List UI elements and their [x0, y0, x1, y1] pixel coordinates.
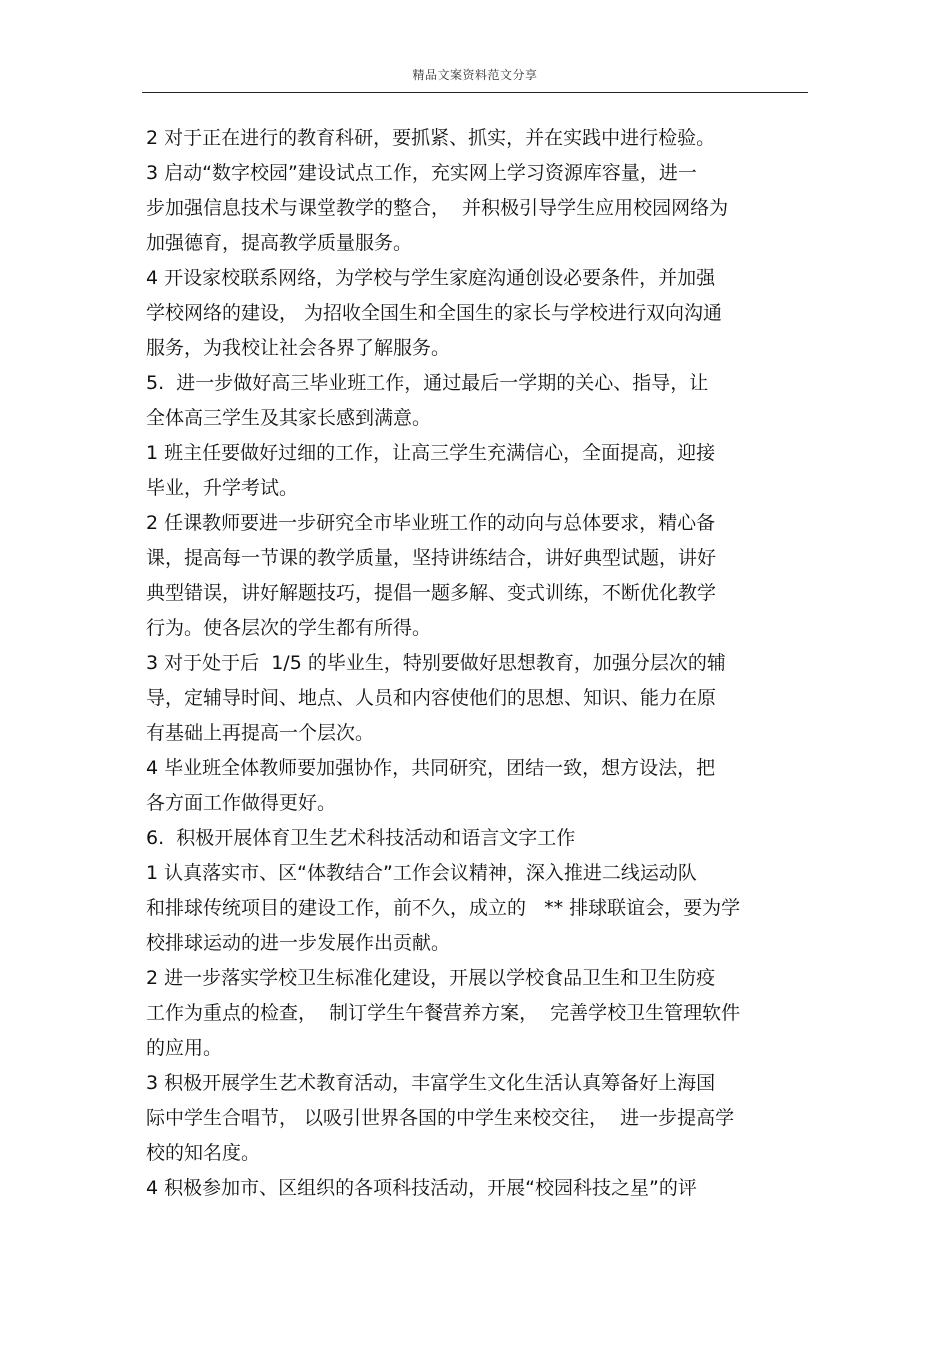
text-line: 的应用。	[146, 1037, 223, 1059]
text-line: 全体高三学生及其家长感到满意。	[146, 407, 432, 429]
text-line: 2 任课教师要进一步研究全市毕业班工作的动向与总体要求，精心备	[146, 512, 716, 534]
text-line: 4 开设家校联系网络，为学校与学生家庭沟通创设必要条件，并加强	[146, 267, 716, 289]
text-line: 1 认真落实市、区“体教结合”工作会议精神，深入推进二线运动队	[146, 862, 697, 884]
text-line: 3 积极开展学生艺术教育活动，丰富学生文化生活认真筹备好上海国	[146, 1072, 716, 1094]
text-line: 校的知名度。	[146, 1142, 261, 1164]
text-line: 1 班主任要做好过细的工作，让高三学生充满信心，全面提高，迎接	[146, 442, 716, 464]
text-line: 课，提高每一节课的教学质量，坚持讲练结合，讲好典型试题，讲好	[146, 547, 717, 569]
text-line: 毕业，升学考试。	[146, 477, 299, 499]
text-line: 4 积极参加市、区组织的各项科技活动，开展“校园科技之星”的评	[146, 1177, 697, 1199]
text-line: 步加强信息技术与课堂教学的整合， 并积极引导学生应用校园网络为	[146, 197, 729, 219]
text-line: 际中学生合唱节， 以吸引世界各国的中学生来校交往， 进一步提高学	[146, 1107, 735, 1129]
text-line: 3 对于处于后 1/5 的毕业生，特别要做好思想教育，加强分层次的辅	[146, 652, 726, 674]
text-line: 有基础上再提高一个层次。	[146, 722, 375, 744]
text-line: 导，定辅导时间、地点、人员和内容使他们的思想、知识、能力在原	[146, 687, 717, 709]
text-line: 典型错误，讲好解题技巧，提倡一题多解、变式训练，不断优化教学	[146, 582, 717, 604]
text-line: 行为。使各层次的学生都有所得。	[146, 617, 432, 639]
text-line: 4 毕业班全体教师要加强协作，共同研究，团结一致，想方设法，把	[146, 757, 716, 779]
document-body	[146, 121, 816, 1206]
text-line: 5. 进一步做好高三毕业班工作，通过最后一学期的关心、指导，让	[146, 372, 709, 394]
header-title: 精品文案资料范文分享	[412, 68, 538, 82]
page-header	[142, 62, 808, 93]
text-line: 加强德育，提高教学质量服务。	[146, 232, 413, 254]
text-line: 2 进一步落实学校卫生标准化建设，开展以学校食品卫生和卫生防疫	[146, 967, 716, 989]
text-line: 服务，为我校让社会各界了解服务。	[146, 337, 451, 359]
text-line: 工作为重点的检查， 制订学生午餐营养方案， 完善学校卫生管理软件	[146, 1002, 741, 1024]
text-line: 3 启动“数字校园”建设试点工作，充实网上学习资源库容量，进一	[146, 162, 697, 184]
text-line: 2 对于正在进行的教育科研，要抓紧、抓实，并在实践中进行检验。	[146, 127, 716, 149]
text-line: 学校网络的建设， 为招收全国生和全国生的家长与学校进行双向沟通	[146, 302, 723, 324]
text-line: 各方面工作做得更好。	[146, 792, 337, 814]
text-line: 和排球传统项目的建设工作，前不久，成立的 ** 排球联谊会，要为学	[146, 897, 741, 919]
text-line: 校排球运动的进一步发展作出贡献。	[146, 932, 451, 954]
text-line: 6. 积极开展体育卫生艺术科技活动和语言文字工作	[146, 827, 576, 849]
